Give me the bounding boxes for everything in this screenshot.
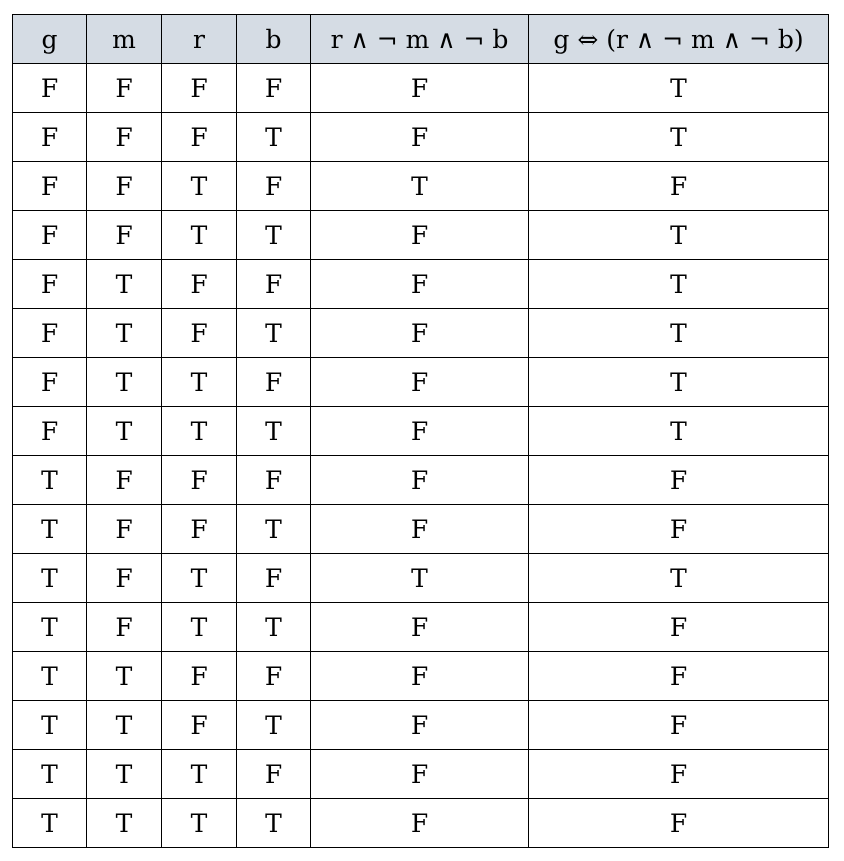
cell-biconditional: F <box>529 750 829 799</box>
cell-m: T <box>87 701 162 750</box>
cell-biconditional: T <box>529 358 829 407</box>
cell-r: F <box>162 456 237 505</box>
cell-m: T <box>87 309 162 358</box>
cell-g: F <box>13 309 87 358</box>
cell-m: T <box>87 358 162 407</box>
table-row <box>13 309 829 358</box>
header-biconditional: g ⇔ (r ∧ ¬ m ∧ ¬ b) <box>529 15 829 64</box>
cell-b: F <box>237 750 311 799</box>
cell-r: T <box>162 407 237 456</box>
table-row <box>13 603 829 652</box>
table-row <box>13 652 829 701</box>
cell-r: T <box>162 554 237 603</box>
cell-m: F <box>87 113 162 162</box>
cell-r: T <box>162 750 237 799</box>
cell-conjunction: T <box>311 554 529 603</box>
table-row <box>13 701 829 750</box>
cell-r: T <box>162 799 237 848</box>
cell-biconditional: T <box>529 113 829 162</box>
cell-g: F <box>13 162 87 211</box>
header-r: r <box>162 15 237 64</box>
cell-g: F <box>13 113 87 162</box>
cell-biconditional: F <box>529 799 829 848</box>
cell-m: T <box>87 799 162 848</box>
cell-b: F <box>237 358 311 407</box>
cell-m: F <box>87 603 162 652</box>
cell-conjunction: F <box>311 603 529 652</box>
cell-b: T <box>237 505 311 554</box>
cell-b: F <box>237 554 311 603</box>
cell-g: F <box>13 407 87 456</box>
cell-m: F <box>87 505 162 554</box>
cell-r: F <box>162 64 237 113</box>
cell-biconditional: F <box>529 652 829 701</box>
table-row <box>13 505 829 554</box>
cell-g: T <box>13 701 87 750</box>
cell-g: T <box>13 456 87 505</box>
cell-r: F <box>162 652 237 701</box>
cell-conjunction: F <box>311 309 529 358</box>
cell-conjunction: F <box>311 407 529 456</box>
cell-b: T <box>237 309 311 358</box>
cell-b: F <box>237 260 311 309</box>
cell-g: F <box>13 64 87 113</box>
cell-biconditional: T <box>529 407 829 456</box>
header-m: m <box>87 15 162 64</box>
truth-table-header <box>13 15 829 64</box>
header-row <box>13 15 829 64</box>
cell-r: F <box>162 113 237 162</box>
table-row <box>13 407 829 456</box>
cell-m: T <box>87 260 162 309</box>
cell-conjunction: T <box>311 162 529 211</box>
cell-g: T <box>13 554 87 603</box>
table-row <box>13 554 829 603</box>
table-row <box>13 799 829 848</box>
cell-m: F <box>87 554 162 603</box>
cell-b: F <box>237 652 311 701</box>
table-row <box>13 260 829 309</box>
cell-r: T <box>162 211 237 260</box>
cell-b: T <box>237 603 311 652</box>
table-row <box>13 64 829 113</box>
cell-r: F <box>162 309 237 358</box>
cell-g: T <box>13 505 87 554</box>
table-row <box>13 358 829 407</box>
cell-b: T <box>237 701 311 750</box>
cell-conjunction: F <box>311 652 529 701</box>
cell-r: T <box>162 358 237 407</box>
cell-g: F <box>13 358 87 407</box>
header-g: g <box>13 15 87 64</box>
cell-biconditional: F <box>529 603 829 652</box>
cell-b: T <box>237 799 311 848</box>
cell-g: T <box>13 750 87 799</box>
cell-g: F <box>13 260 87 309</box>
cell-conjunction: F <box>311 358 529 407</box>
table-row <box>13 162 829 211</box>
truth-table <box>12 14 829 848</box>
cell-conjunction: F <box>311 113 529 162</box>
cell-conjunction: F <box>311 701 529 750</box>
table-row <box>13 211 829 260</box>
cell-m: F <box>87 456 162 505</box>
cell-conjunction: F <box>311 505 529 554</box>
cell-b: F <box>237 456 311 505</box>
cell-conjunction: F <box>311 750 529 799</box>
cell-biconditional: F <box>529 456 829 505</box>
cell-conjunction: F <box>311 64 529 113</box>
cell-b: F <box>237 64 311 113</box>
cell-b: T <box>237 113 311 162</box>
table-row <box>13 456 829 505</box>
cell-biconditional: F <box>529 505 829 554</box>
cell-biconditional: T <box>529 554 829 603</box>
cell-r: T <box>162 603 237 652</box>
cell-conjunction: F <box>311 456 529 505</box>
cell-m: T <box>87 652 162 701</box>
cell-biconditional: F <box>529 701 829 750</box>
cell-conjunction: F <box>311 799 529 848</box>
cell-r: F <box>162 701 237 750</box>
cell-biconditional: T <box>529 309 829 358</box>
cell-conjunction: F <box>311 260 529 309</box>
cell-r: T <box>162 162 237 211</box>
cell-m: F <box>87 211 162 260</box>
table-row <box>13 750 829 799</box>
header-conjunction: r ∧ ¬ m ∧ ¬ b <box>311 15 529 64</box>
cell-g: T <box>13 603 87 652</box>
cell-m: F <box>87 162 162 211</box>
cell-biconditional: T <box>529 260 829 309</box>
cell-g: T <box>13 652 87 701</box>
cell-m: T <box>87 750 162 799</box>
cell-g: T <box>13 799 87 848</box>
cell-b: T <box>237 211 311 260</box>
cell-conjunction: F <box>311 211 529 260</box>
header-b: b <box>237 15 311 64</box>
cell-biconditional: F <box>529 162 829 211</box>
truth-table-body <box>13 64 829 848</box>
cell-b: F <box>237 162 311 211</box>
cell-m: T <box>87 407 162 456</box>
table-row <box>13 113 829 162</box>
cell-biconditional: T <box>529 211 829 260</box>
cell-b: T <box>237 407 311 456</box>
cell-biconditional: T <box>529 64 829 113</box>
cell-r: F <box>162 505 237 554</box>
cell-g: F <box>13 211 87 260</box>
cell-m: F <box>87 64 162 113</box>
cell-r: F <box>162 260 237 309</box>
